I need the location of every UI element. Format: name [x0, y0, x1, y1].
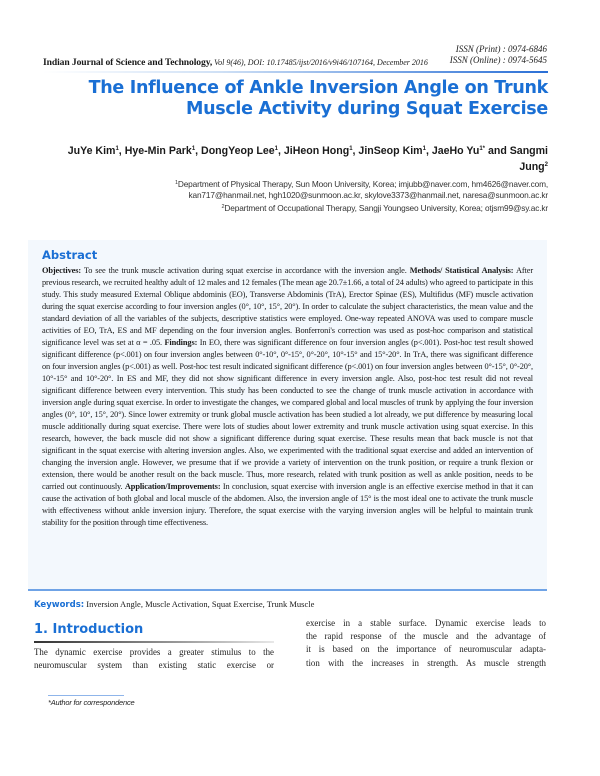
author: Hye-Min Park	[124, 145, 192, 157]
author: JinSeop Kim	[358, 145, 423, 157]
affiliation-1: Department of Physical Therapy, Sun Moon University, Korea; imjubb@naver.com, hm4626@naver.com,	[177, 179, 548, 189]
journal-name: Indian Journal of Science and Technology,	[43, 57, 213, 68]
abstract-body: Objectives: To see the trunk muscle activation during squat exercise in accordance with the inversion angle. Methods/ Statistical Analysis: After previous research, we recruited healthy adult of 12 males and 12 females (The mean age 20.7±1.66, a total of 24 adults) who agreed to participate in this study. This study measured External Oblique abdominis (EO), Transverse Abdominis (TrA), Erector Spinae (ES), Multifidus (MF) muscle activation during the squat exercise according to four inversion angles (0°, 10°, 15°, 20°). In order to calculate the subject characteristics, the mean value and the standard deviation of all the variables of the subjects, descriptive statistics were employed. One-way repeated ANOVA was used to compare muscle activities of EO, TrA, ES and MF depending on the four inversion angles. Bonferroni's correction was used as post-hoc comparison and statistical significance level was set at α = .05. Findings: In EO, there was significant difference on four inversion angles (p<.001). Post-hoc test result showed significant difference (p<.001) on four inversion angles between 0°-10°, 0°-15°, 0°-20°, 10°-15° and 15°-20°. In TrA, there was significant difference on four inversion angles (p<.001) as well. Post-hoc test result indicated significant difference (p<.001) on four inversion angles between 0°-15°, 0°-20°, 10°-15° and 10°-20°. In ES and MF, they did not show significant difference in every inversion angle. Also, post-hoc test result did not reveal significant difference between every intervention. This study has been conducted to see the change of trunk muscle activation in accordance with inversion angle during squat exercise. In order to investigate the changes, we compared global and local muscles of trunk by applying the four inversion angles (0°, 10°, 15°, 20°). Since lower extremity or trunk global muscle activation has been studied a lot already, we put difference by measuring local muscle additionally during squat exercise. There were lots of studies about lower extremity and trunk muscle activation using squat exercise. In this research, however, the back muscle did not show a significant difference during squat exercise. These results mean that back muscle is not that significant in the squat exercise with altering inversion angles. Also, we experimented with the traditional squat exercise and added an intervention of changing the inversion angle. However, we presume that if we provide a variety of intervention on the trunk position, or require a trunk flexion or extension, there would be another result on the back muscle. Thus, more research, related with trunk position as well as ankle position, needs to be carried out continuously. Application/Improvements: In conclusion, squat exercise with inversion angle is an effective exercise method in that it can cause the activation of both global and local muscle of the abdomen. Also, the inversion angle of 15° is the most ideal one to activate the trunk muscle with effectiveness without ankle inversion injury. Therefore, the squat exercise with the varying inversion angles will be helpful to maintain trunk stability for the position through time effectiveness.	[42, 266, 534, 527]
findings-label: Findings:	[164, 338, 198, 347]
abstract-box	[28, 240, 547, 591]
author: DongYeop Lee	[201, 145, 275, 157]
section-rule	[34, 641, 274, 643]
author-list: JuYe Kim$^1$, Hye-Min Park$^1$, DongYeop Lee$^1$, JiHeon Hong$^1$, JinSeop Kim$^1$, JaeHo $Yu^{1*}$ and Sangmi Jung$^2$	[67, 145, 548, 173]
affiliation-2: Department of Occupational Therapy, Sangji Youngseo University, Korea; otjsm99@sy.ac.kr	[224, 202, 548, 213]
methods-label: Methods/ Statistical Analysis:	[409, 266, 514, 275]
author: JaeHo Yu	[431, 145, 480, 157]
keywords-text: Inversion Angle, Muscle Activation, Squat Exercise, Trunk Muscle	[84, 599, 315, 609]
keywords-label: Keywords:	[34, 600, 85, 610]
footnote-rule	[48, 695, 124, 696]
title-line-2: Muscle Activity during Squat Exercise	[185, 99, 548, 119]
application-label: Application/Improvements:	[124, 482, 221, 491]
objectives-label: Objectives:	[42, 266, 81, 275]
body-column-right: exercise in a stable surface. Dynamic exercise leads to the rapid response of the muscle and the advantage of it is based on the importance of neuromuscular adapta- tion with the increases in strength. As muscle strength	[306, 618, 546, 668]
paper-title	[28, 78, 548, 120]
section-heading-introduction: 1. Introduction	[34, 622, 144, 637]
running-head	[43, 57, 548, 68]
author: JiHeon Hong	[283, 145, 350, 157]
author-last-line: Jung	[519, 161, 545, 173]
affiliation-1-emails: kan717@hanmail.net, hgh1020@sunmoon.ac.kr, skylove3373@hanmail.net, naresa@sunmoon.ac.kr	[188, 190, 548, 201]
issn-print: ISSN (Print) : 0974-6846	[455, 44, 547, 54]
affiliations: $^1$Department of Physical Therapy, Sun Moon University, Korea; imjubb@naver.com, hm4626@naver.com, kan717@hanmail.net, hgh1020@sunmoon.ac.kr, skylove3373@hanmail.net, naresa@sunmoon.ac.kr $^2$Department of Occupational Therapy, Sangji Youngseo University, Korea; otjsm99@sy.ac.kr	[174, 179, 548, 213]
author: JuYe Kim	[67, 145, 116, 157]
issn-online: ISSN (Online) : 0974-5645	[449, 55, 547, 65]
journal-meta: Vol 9(46), DOI: 10.17485/ijst/2016/v9i46/107164, December 2016	[212, 58, 428, 67]
title-line-1: The Influence of Ankle Inversion Angle on Trunk	[88, 78, 548, 98]
body-column-left: The dynamic exercise provides a greater stimulus to the neuromuscular system than existing static exercise or	[34, 647, 274, 671]
abstract-heading: Abstract	[42, 248, 98, 262]
keywords	[34, 598, 314, 611]
footnote-correspondence: *Author for correspondence	[48, 698, 135, 707]
header-rule	[43, 71, 548, 73]
